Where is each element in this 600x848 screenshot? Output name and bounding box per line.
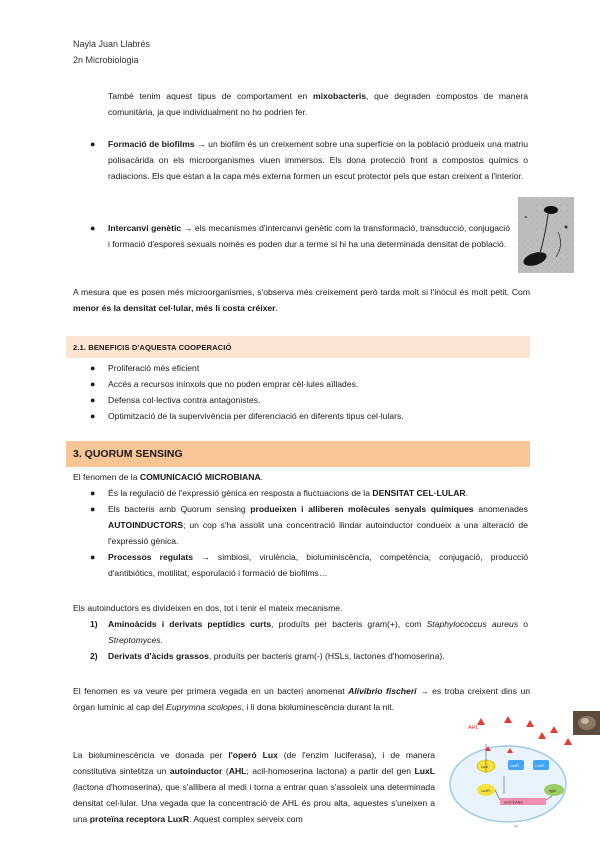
bullet-icon: ● bbox=[90, 139, 96, 149]
luxr-label: LuxR bbox=[535, 764, 544, 768]
bullet-icon: ● bbox=[90, 411, 96, 421]
list-number: 1) bbox=[90, 619, 98, 629]
text-run: ( bbox=[222, 766, 229, 776]
text-run: , produïts per bacteris gram(+), com bbox=[271, 619, 427, 629]
text-run: → es troba creixent dins un òrgan lumínic al cap del bbox=[73, 686, 531, 712]
text-run: anomenades bbox=[473, 504, 528, 514]
section-3-title: 3. QUORUM SENSING bbox=[73, 448, 183, 460]
bullet-icon: ● bbox=[90, 223, 96, 233]
italic-run: Staphylococcus aureus bbox=[426, 619, 519, 629]
list-item: Proliferació més eficient bbox=[108, 363, 200, 373]
text-run: . bbox=[275, 303, 278, 313]
sec3-intro bbox=[73, 469, 530, 485]
bold-run: COMUNICACIÓ MICROBIANA bbox=[139, 472, 261, 482]
sec3-bullet-2 bbox=[108, 501, 528, 549]
bold-run: LuxL bbox=[414, 766, 436, 776]
bold-run: Processos regulats bbox=[108, 552, 194, 562]
biofilms-paragraph bbox=[108, 136, 528, 184]
author-name: Nayla Juan Llabrés bbox=[73, 39, 151, 49]
text-run: És la regulació de l'expressió gènica en resposta a fluctuacions de la bbox=[108, 488, 373, 498]
text-run: . bbox=[260, 472, 264, 482]
squid-photo-image bbox=[573, 711, 600, 735]
text-run: → un biofilm és un creixement sobre una superfície on la població produeix una matriu polisacàrida on els microorganismes viuen immersos. Els dona protecció front a compostos químics o radiacions. Els que estan a la capa més externa formen un escut protector pels que estan creixent a l'interior. bbox=[108, 139, 529, 181]
bold-run: AHL bbox=[228, 766, 247, 776]
text-run: ; acil-homoserina lactona) a partir del gen bbox=[246, 766, 415, 776]
bold-run: menor és la densitat cel·lular, més li costa créixer bbox=[73, 303, 276, 313]
bold-run: autoinductor bbox=[169, 766, 223, 776]
diagram-footnote: pp bbox=[514, 824, 519, 828]
text-run: El fenomen de la bbox=[73, 472, 140, 482]
text-run: També tenim aquest tipus de comportament en bbox=[108, 91, 313, 101]
sec3-bullet-3 bbox=[108, 549, 528, 581]
luxr-label: LuxR bbox=[510, 764, 519, 768]
numbered-item-2 bbox=[108, 648, 528, 664]
text-run: ; un cop s'ha assolit una concentració llindar autoinductor condueix a una alteració de l'expressió gènica. bbox=[108, 520, 528, 546]
italic-run: Streptomyces bbox=[108, 635, 161, 645]
text-run: (de l'enzim luciferasa), i de manera constitutiva sintetitza un bbox=[73, 750, 435, 776]
list-number: 2) bbox=[90, 651, 98, 661]
luxr-label: LuxR bbox=[481, 789, 490, 793]
fenomen-paragraph bbox=[73, 683, 530, 715]
ahl-label: AHL bbox=[468, 725, 479, 731]
bold-run: l'operó Lux bbox=[228, 750, 278, 760]
sec3-bullet-1 bbox=[108, 485, 528, 501]
intro-paragraph bbox=[108, 88, 528, 120]
autoinductors-intro: Els autoinductors es divideixen en dos, tot i tenir el mateix mecanisme. bbox=[73, 603, 343, 613]
bold-run: AUTOINDUCTORS bbox=[108, 520, 184, 530]
bullet-icon: ● bbox=[90, 552, 96, 562]
text-run: (lactona d'homoserina), que s'allibera al medi i torna a entrar quan s'assoleix una determinada densitat cel·lular. Una vegada que la concentració de AHL és prou alta, aquestes s'uneixen a una bbox=[73, 782, 435, 824]
bullet-icon: ● bbox=[90, 395, 96, 405]
bullet-icon: ● bbox=[90, 488, 96, 498]
bold-run: produeixen i alliberen molècules senyals químiques bbox=[250, 504, 474, 514]
list-item: Defensa col·lectiva contra antagonistes. bbox=[108, 395, 261, 405]
text-run: . bbox=[160, 635, 163, 645]
light-label: light bbox=[549, 789, 556, 793]
text-run: , produïts per bacteris gram(-) (HSLs, lactones d'homoserina). bbox=[208, 651, 445, 661]
italic-run: Euprymna scolopes bbox=[166, 702, 242, 712]
bold-run: mixobacteris bbox=[312, 91, 367, 101]
bold-run: DENSITAT CEL·LULAR bbox=[372, 488, 466, 498]
bold-run: Aminoàcids i derivats peptídics curts bbox=[108, 619, 272, 629]
text-run: o bbox=[518, 619, 528, 629]
intercanvi-paragraph bbox=[108, 220, 510, 252]
operon-label: luxICDABE bbox=[504, 800, 523, 805]
course-name: 2n Microbiologia bbox=[73, 55, 139, 65]
bullet-icon: ● bbox=[90, 363, 96, 373]
bioluminescencia-paragraph bbox=[73, 747, 435, 827]
bold-run: Formació de biofilms bbox=[108, 139, 195, 149]
quorum-sensing-diagram bbox=[448, 716, 576, 830]
text-run: Els bacteris amb Quorum sensing bbox=[108, 504, 251, 514]
numbered-item-1 bbox=[108, 616, 528, 648]
luxi-label: LuxI bbox=[481, 765, 489, 769]
text-run: , i li dona bioluminescència durant la nit. bbox=[241, 702, 395, 712]
text-run: . bbox=[465, 488, 469, 498]
bold-italic-run: Alivibrio fischeri bbox=[348, 686, 417, 696]
bullet-icon: ● bbox=[90, 379, 96, 389]
text-run: La bioluminescència ve donada per bbox=[73, 750, 229, 760]
text-run: A mesura que es posen més microorganismes, s'observa més creixement però tarda molt si l'inòcul és molt petit. Com bbox=[73, 287, 530, 297]
list-item: Accés a recursos inínxols que no poden emprar cèl·lules aïllades. bbox=[108, 379, 359, 389]
text-run: → simbiosi, virulència, bioluminiscència, competència, conjugació, producció d'antibiòtics, motilitat, esporulació i formació de biofilms… bbox=[108, 552, 528, 578]
mesura-paragraph bbox=[73, 284, 530, 316]
text-run: → els mecanismes d'intercanvi genètic com la transformació, transducció, conjugació i formació d'espores sexuals només es poden dur a terme si hi ha una determinada densitat de població. bbox=[108, 223, 510, 249]
bacteria-micrograph-image bbox=[518, 197, 574, 273]
text-run: El fenomen es va veure per primera vegada en un bacteri anomenat bbox=[73, 686, 349, 696]
bold-run: proteïna receptora LuxR bbox=[89, 814, 190, 824]
bullet-icon: ● bbox=[90, 504, 96, 514]
text-run: . Aquest complex serveix com bbox=[189, 814, 303, 824]
section-2-1-title: 2.1. BENEFICIS D'AQUESTA COOPERACIÓ bbox=[73, 343, 232, 352]
bold-run: Intercanvi genètic bbox=[108, 223, 182, 233]
list-item: Optimització de la supervivència per diferenciació en diferents tipus cel·lulars. bbox=[108, 411, 404, 421]
text-run: , que degraden compostos de manera comunitària, ja que individualment no ho podrien fer. bbox=[108, 91, 529, 117]
bold-run: Derivats d'àcids grassos bbox=[108, 651, 209, 661]
